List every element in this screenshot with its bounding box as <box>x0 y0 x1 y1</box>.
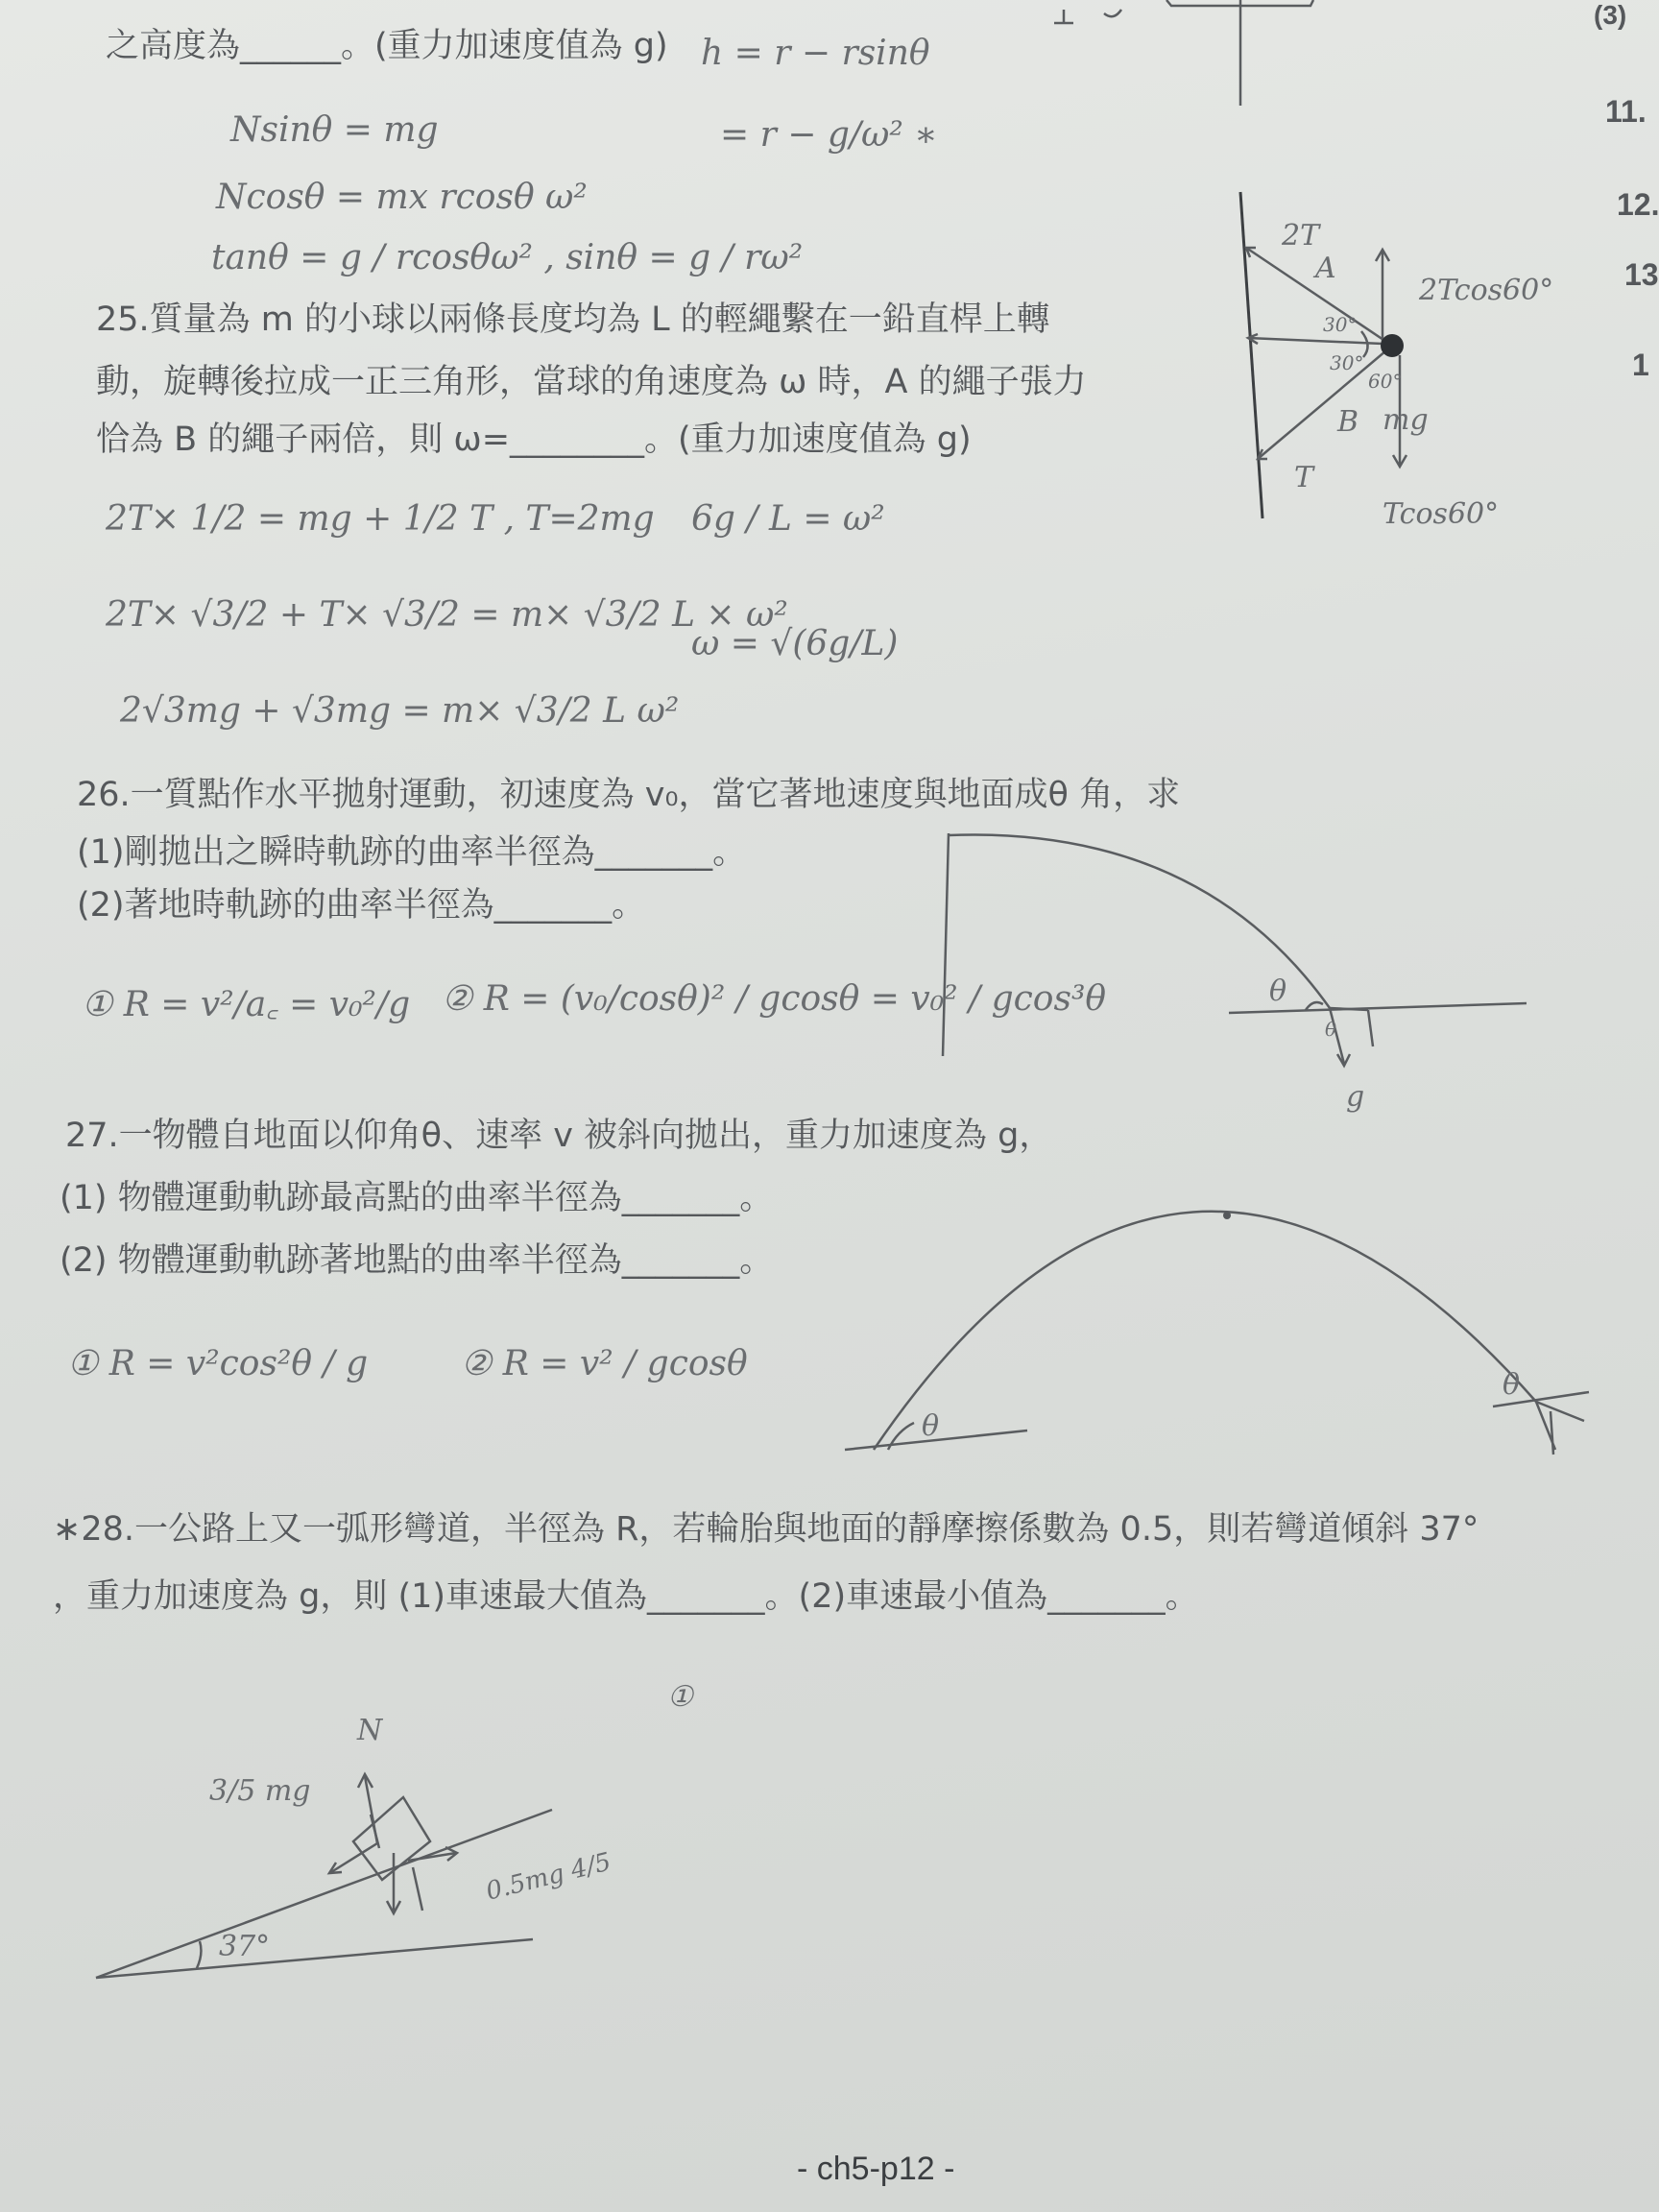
margin-number: (3) <box>1594 0 1627 30</box>
q26-line: (2)著地時軌跡的曲率半徑為_______。 <box>77 886 646 925</box>
work-24-line: tanθ = g / rcosθω² , sinθ = g / rω² <box>211 238 804 277</box>
q27-label: θ <box>1503 1368 1521 1402</box>
margin-number: 1 <box>1632 348 1649 382</box>
work-24-line: h = r − rsinθ <box>701 34 930 73</box>
work-24-line: Ncosθ = mx rcosθ ω² <box>216 178 588 217</box>
q25-label: A <box>1315 252 1336 285</box>
q25-work-line: 6g / L = ω² <box>691 499 885 539</box>
q28-label: 0.5mg 4/5 <box>483 1847 614 1907</box>
q27-label: θ <box>922 1409 940 1443</box>
q26-label: g <box>1346 1080 1365 1114</box>
q28-diagram <box>96 1774 552 1978</box>
q25-label: 60° <box>1368 370 1403 393</box>
q25-line: 恰為 B 的繩子兩倍，則 ω=________。(重力加速度值為 g) <box>96 421 972 459</box>
q25-label: T <box>1294 461 1314 494</box>
margin-number: 13 <box>1624 257 1659 292</box>
q25-diagram <box>1240 192 1407 518</box>
margin-number: 11. <box>1605 94 1647 129</box>
q27-work-line: ② R = v² / gcosθ <box>461 1344 748 1383</box>
margin-number: 12. <box>1617 187 1659 222</box>
q28-label: 3/5 mg <box>209 1774 311 1808</box>
q27-line: 27.一物體自地面以仰角θ、速率 v 被斜向拋出，重力加速度為 g， <box>65 1117 1053 1155</box>
top-fragment: 之高度為______。(重力加速度值為 g) <box>106 27 668 65</box>
q28-label: N <box>357 1714 383 1747</box>
q26-line: 26.一質點作水平拋射運動，初速度為 v₀，當它著地速度與地面成θ 角，求 <box>77 776 1181 814</box>
page-footer: - ch5-p12 - <box>797 2151 955 2187</box>
q25-label: 30° <box>1323 313 1358 336</box>
q25-work-line: ω = √(6g/L) <box>691 624 899 663</box>
q25-label: 2Tcos60° <box>1419 274 1554 307</box>
q27-diagram <box>845 1212 1589 1455</box>
q26-work-line: ② R = (v₀/cosθ)² / gcosθ = v₀² / gcos³θ <box>442 979 1107 1019</box>
q25-label: 2T <box>1282 219 1320 252</box>
q28-marker: ① <box>667 1680 693 1714</box>
q25-label: 30° <box>1330 351 1364 374</box>
top-partial-diagram <box>1054 0 1313 106</box>
q25-work-line: 2T× 1/2 = mg + 1/2 T , T=2mg <box>106 499 655 539</box>
q25-work-line: 2T× √3/2 + T× √3/2 = m× √3/2 L × ω² <box>106 595 788 635</box>
q25-line: 動，旋轉後拉成一正三角形，當球的角速度為 ω 時，A 的繩子張力 <box>96 363 1087 401</box>
q25-label: B <box>1337 405 1359 439</box>
work-24-line: = r − g/ω² ∗ <box>720 115 938 155</box>
q27-line: (2) 物體運動軌跡著地點的曲率半徑為_______。 <box>60 1241 774 1280</box>
q28-line: ，重力加速度為 g，則 (1)車速最大值為_______。(2)車速最小值為_______。 <box>53 1577 1199 1616</box>
q26-line: (1)剛拋出之瞬時軌跡的曲率半徑為_______。 <box>77 833 747 872</box>
q26-diagram <box>943 833 1527 1066</box>
q26-label: θ <box>1269 974 1287 1008</box>
work-24-line: Nsinθ = mg <box>230 110 439 150</box>
q26-label: θ <box>1325 1018 1337 1041</box>
q27-work-line: ① R = v²cos²θ / g <box>67 1344 369 1383</box>
q25-work-line: 2√3mg + √3mg = m× √3/2 L ω² <box>120 691 680 731</box>
q25-line: 25.質量為 m 的小球以兩條長度均為 L 的輕繩繫在一鉛直桿上轉 <box>96 301 1050 339</box>
q25-label: Tcos60° <box>1382 497 1500 531</box>
q28-line: ∗28.一公路上又一弧形彎道，半徑為 R，若輪胎與地面的靜摩擦係數為 0.5，則若彎道傾斜 37° <box>53 1510 1479 1549</box>
q28-label: 37° <box>219 1930 271 1963</box>
q27-line: (1) 物體運動軌跡最高點的曲率半徑為_______。 <box>60 1179 774 1217</box>
q25-label: mg <box>1382 403 1429 437</box>
q26-work-line: ① R = v²/a꜀ = v₀²/g <box>82 985 411 1024</box>
